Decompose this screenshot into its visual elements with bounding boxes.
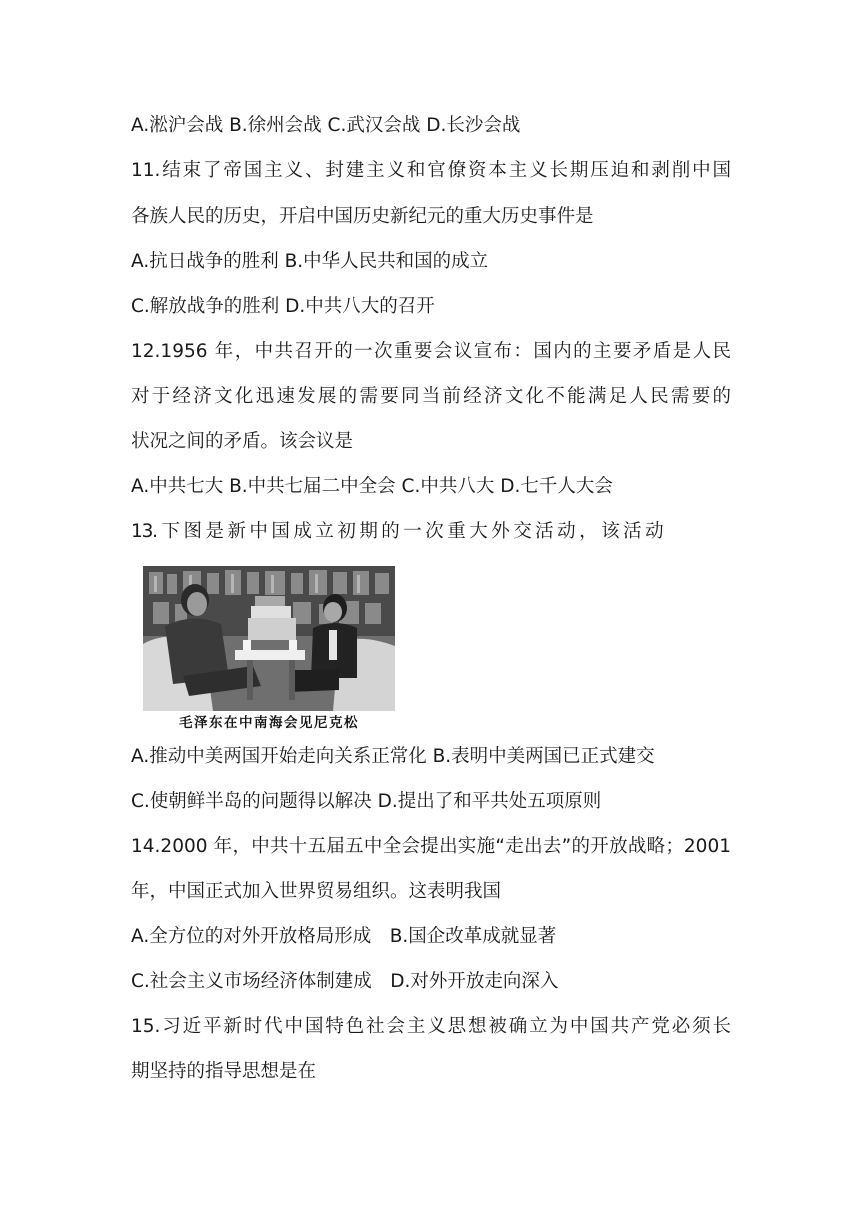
q11-stem-line-1: 11.结束了帝国主义、封建主义和官僚资本主义长期压迫和剥削中国 <box>131 160 731 181</box>
q11-stem-line-2: 各族人民的历史，开启中国历史新纪元的重大历史事件是 <box>131 206 594 227</box>
q14-options-ab: A.全方位的对外开放格局形成 B.国企改革成就显著 <box>131 926 557 947</box>
q10-options: A.淞沪会战 B.徐州会战 C.武汉会战 D.长沙会战 <box>131 115 521 136</box>
q13-options-ab: A.推动中美两国开始走向关系正常化 B.表明中美两国已正式建交 <box>131 746 655 767</box>
photo-image <box>143 566 395 711</box>
q12-options: A.中共七大 B.中共七届二中全会 C.中共八大 D.七千人大会 <box>131 476 613 497</box>
q15-stem-line-2: 期坚持的指导思想是在 <box>131 1061 317 1082</box>
q14-stem-line-1: 14.2000 年，中共十五届五中全会提出实施“走出去”的开放战略；2001 <box>131 836 731 857</box>
q12-stem-line-1: 12.1956 年，中共召开的一次重要会议宣布：国内的主要矛盾是人民 <box>131 341 731 362</box>
q15-stem-line-1: 15.习近平新时代中国特色社会主义思想被确立为中国共产党必须长 <box>131 1016 731 1037</box>
q12-stem-line-3: 状况之间的矛盾。该会议是 <box>131 431 354 452</box>
q14-stem-line-2: 年，中国正式加入世界贸易组织。这表明我国 <box>131 881 502 902</box>
photo-caption: 毛泽东在中南海会见尼克松 <box>179 715 359 731</box>
q13-stem: 13. 下 图 是 新 中 国 成 立 初 期 的 一 次 重 大 外 交 活 动 ， 该 活 动 <box>131 521 663 542</box>
q14-options-cd: C.社会主义市场经济体制建成 D.对外开放走向深入 <box>131 971 559 992</box>
q11-options-ab: A.抗日战争的胜利 B.中华人民共和国的成立 <box>131 251 489 272</box>
mao-nixon-photo <box>143 566 395 733</box>
q11-options-cd: C.解放战争的胜利 D.中共八大的召开 <box>131 296 435 317</box>
q13-options-cd: C.使朝鲜半岛的问题得以解决 D.提出了和平共处五项原则 <box>131 791 602 812</box>
q12-stem-line-2: 对于经济文化迅速发展的需要同当前经济文化不能满足人民需要的 <box>131 386 731 407</box>
